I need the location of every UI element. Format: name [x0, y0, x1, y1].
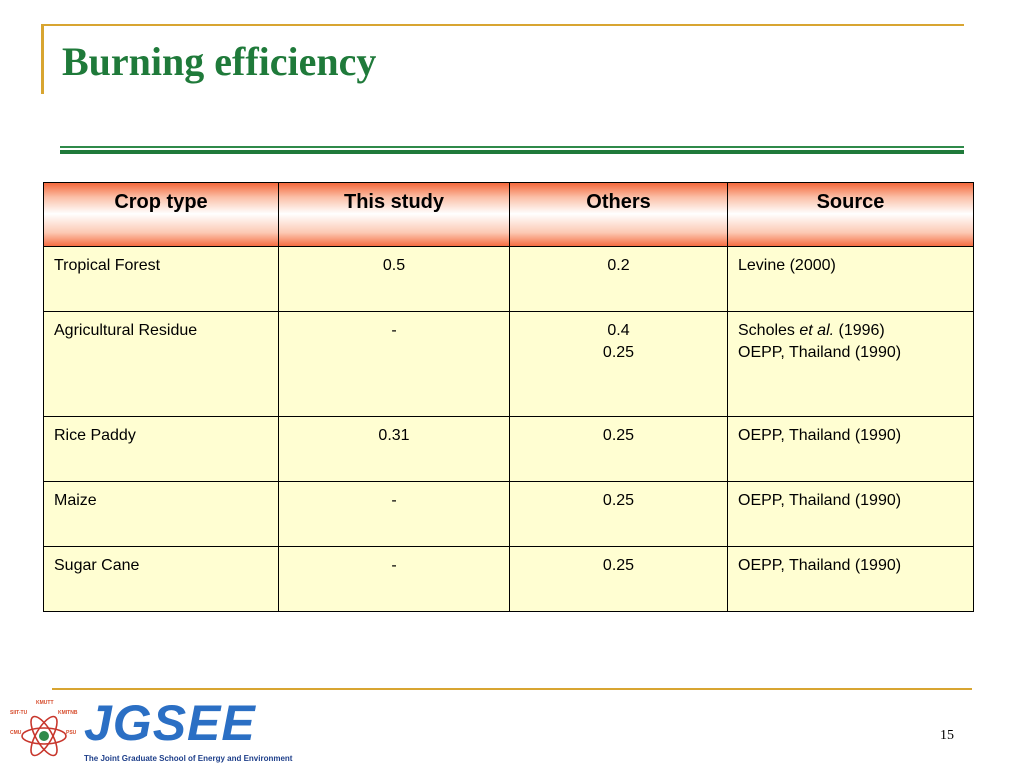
column-header-source: Source [728, 183, 974, 247]
others-value: 0.4 [607, 322, 630, 339]
column-header-crop-type: Crop type [44, 183, 279, 247]
emblem-label: PSU [66, 730, 77, 736]
cell-others [510, 247, 728, 312]
cell-others [510, 312, 728, 417]
cell-this-study: - [279, 482, 510, 547]
table-row [44, 247, 974, 312]
source-line [738, 490, 963, 512]
source-line [738, 342, 963, 364]
cell-others [510, 417, 728, 482]
title-underline [60, 146, 964, 154]
cell-source [728, 312, 974, 417]
page-number: 15 [940, 728, 954, 743]
cell-crop-type: Rice Paddy [44, 417, 279, 482]
cell-this-study: - [279, 547, 510, 612]
cell-source [728, 417, 974, 482]
table-row [44, 482, 974, 547]
cell-source [728, 547, 974, 612]
source-line [738, 320, 963, 342]
others-value: 0.25 [602, 427, 635, 444]
emblem-label: KMITNB [58, 710, 78, 716]
source-text: OEPP, Thailand (1990) [738, 344, 902, 361]
source-text: (1996) [834, 322, 885, 339]
emblem-label: KMUTT [36, 700, 54, 706]
slide-title: Burning efficiency [62, 39, 377, 84]
cell-source [728, 482, 974, 547]
cell-others [510, 482, 728, 547]
source-line [738, 255, 963, 277]
others-value: 0.25 [602, 492, 635, 509]
cell-this-study: 0.5 [279, 247, 510, 312]
cell-crop-type: Sugar Cane [44, 547, 279, 612]
jgsee-logo-wordmark: JGSEE [84, 695, 256, 751]
cell-crop-type: Agricultural Residue [44, 312, 279, 417]
source-line [738, 425, 963, 447]
cell-crop-type: Tropical Forest [44, 247, 279, 312]
table-row [44, 312, 974, 417]
column-header-others: Others [510, 183, 728, 247]
emblem-label: SIIT-TU [10, 710, 28, 716]
title-frame-left-line [41, 24, 44, 94]
others-value: 0.25 [602, 557, 635, 574]
cell-this-study: 0.31 [279, 417, 510, 482]
others-value: 0.25 [602, 344, 635, 361]
cell-source [728, 247, 974, 312]
source-text: Scholes [738, 322, 800, 339]
footer-divider [52, 688, 972, 690]
jgsee-logo-subtitle: The Joint Graduate School of Energy and Environment [84, 754, 293, 763]
jgsee-emblem-icon [6, 696, 82, 762]
cell-this-study: - [279, 312, 510, 417]
others-value: 0.2 [607, 257, 630, 274]
table-row [44, 547, 974, 612]
source-line [738, 555, 963, 577]
table-header-row [44, 183, 974, 247]
burning-efficiency-table [43, 182, 974, 612]
cell-others [510, 547, 728, 612]
source-text: OEPP, Thailand (1990) [738, 492, 902, 509]
emblem-label: CMU [10, 730, 22, 736]
source-text: OEPP, Thailand (1990) [738, 427, 902, 444]
source-text-italic: et al. [799, 322, 835, 339]
source-text: OEPP, Thailand (1990) [738, 557, 902, 574]
source-text: Levine (2000) [738, 257, 836, 274]
column-header-this-study: This study [279, 183, 510, 247]
cell-crop-type: Maize [44, 482, 279, 547]
table-row [44, 417, 974, 482]
title-frame-top-line [44, 24, 964, 26]
